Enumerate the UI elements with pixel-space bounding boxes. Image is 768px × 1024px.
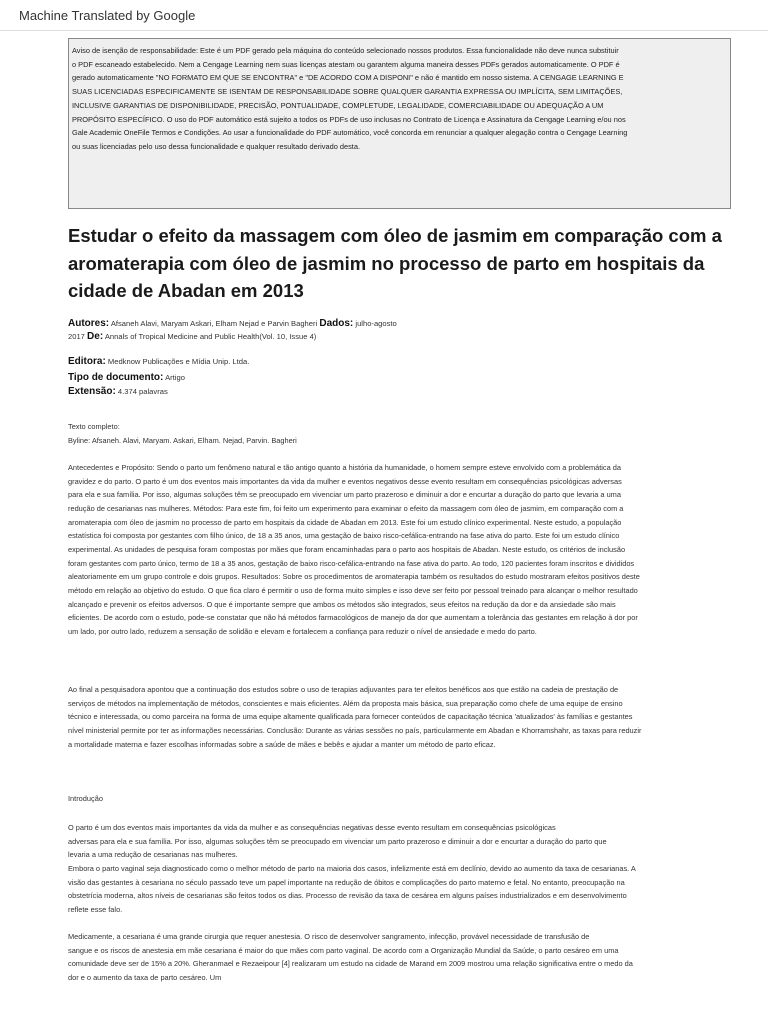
conclusion-paragraph <box>68 683 730 751</box>
fulltext-label: Texto completo: <box>68 422 120 431</box>
text-line: visão das gestantes à cesariana no século passado teve um papel importante na redução de óbitos e complicações do parto materno e fetal. No entanto, preocupação na <box>68 877 625 887</box>
text-line: O parto é um dos eventos mais importantes da vida da mulher e as consequências negativas desse evento resultam em consequências psicológicas <box>68 823 556 832</box>
text-line: a mortalidade materna e fazer escolhas informadas sobre a saúde de mães e bebês e ajudar a manter um método de parto eficaz. <box>68 739 496 749</box>
disclaimer-line: SUAS LICENCIADAS ESPECIFICAMENTE SE ISENTAM DE RESPONSABILIDADE SOBRE QUALQUER GARANTIA EXPRESSA OU IMPLÍCITA, SEM LIMITAÇÕES, <box>72 87 623 97</box>
disclaimer-line: ou suas licenciadas pelo uso dessa funcionalidade e qualquer resultado derivado desta. <box>72 141 361 151</box>
intro-heading: Introdução <box>68 794 103 803</box>
length-label: Extensão: <box>68 386 116 397</box>
doctype-value: Artigo <box>165 373 185 382</box>
disclaimer-line: PROPÓSITO ESPECÍFICO. O uso do PDF automático está sujeito a todos os PDFs de uso inclusas no Contrato de Licença e Assinatura da Cengage Learning e/ou nos <box>72 114 626 124</box>
length-value: 4.374 palavras <box>117 387 168 396</box>
text-line: para ela e sua família. Por isso, algumas soluções têm se preocupado em vivenciar um parto prazeroso e diminuir a dor e encurtar a duração do parto que levaria a uma <box>68 490 621 500</box>
authors-line <box>68 317 728 330</box>
date-label: Dados: <box>319 318 354 329</box>
text-line: serviços de métodos na implementação de métodos, conscientes e mais eficientes. Além da proposta mais básica, sua preparação como chefe de uma equipe de ensino <box>68 698 623 708</box>
disclaimer-line: INCLUSIVE GARANTIAS DE DISPONIBILIDADE, PRECISÃO, PONTUALIDADE, COMPLETUDE, LEGALIDADE, COMERCIABILIDADE OU ADEQUAÇÃO A UM <box>72 100 604 110</box>
text-line: aleatoriamente em um grupo controle e dois grupos. Resultados: Sobre os procedimentos de aromaterapia também os resultados do estudo mostraram efeitos positivos deste <box>68 572 640 582</box>
text-line: eficientes. De acordo com o estudo, pode-se constatar que não há métodos farmacológicos de manejo da dor que aumentam a tolerância das gestantes em relação à dor por <box>68 613 638 623</box>
abstract-paragraph <box>68 461 730 639</box>
article-title: Estudar o efeito da massagem com óleo de jasmim em comparação com a aromaterapia com óleo de jasmim no processo de parto em hospitais da cidade de Abadan em 2013 <box>68 225 722 301</box>
disclaimer-line: Gale Academic OneFile Termos e Condições. Ao usar a funcionalidade do PDF automático, você concorda em renunciar a qualquer alegação contra o Cengage Learning <box>72 128 628 138</box>
text-line: levaria a uma redução de cesarianas nas mulheres. <box>68 850 238 860</box>
text-line: adversas para ela e sua família. Por isso, algumas soluções têm se preocupado em vivenciar um parto prazeroso e diminuir a dor e encurtar a duração do parto que <box>68 836 607 846</box>
disclaimer-line: gerado automaticamente "NO FORMATO EM QUE SE ENCONTRA" e "DE ACORDO COM A DISPONI" e não é mantido em nosso sistema. A CENGAGE LEARNING E <box>72 73 624 83</box>
text-line: nível ministerial permite por ter as informações necessárias. Conclusão: Durante as várias sessões no país, particularmente em Abadan e Khorramshahr, as taxas para reduzir <box>68 725 642 735</box>
text-line: reflete esse falo. <box>68 904 123 914</box>
machine-translated-label: Machine Translated by Google <box>19 7 196 23</box>
publisher-label: Editora: <box>68 356 106 367</box>
medical-paragraph <box>68 930 730 985</box>
text-line: gravidez e do parto. O parto é um dos eventos mais importantes da vida da mulher e eventos negativos desse evento resultam em consequências psicológicas adversas <box>68 476 622 486</box>
translation-banner <box>0 0 768 31</box>
text-line: foram gestantes com parto único, termo de 18 a 35 anos, gestação de baixo risco-cefálica-entrando na fase ativa do parto. Ao todo, 120 pacientes foram inscritos e divididos <box>68 558 635 568</box>
doctype-label: Tipo de documento: <box>68 372 164 383</box>
publisher-value: Medknow Publicações e Mídia Unip. Ltda. <box>107 357 250 366</box>
text-line: redução de cesarianas nas mulheres. Métodos: Para este fim, foi feito um experimento para examinar o efeito da massagem com óleo de jasmim, em comparação com a <box>68 503 624 513</box>
date-year: 2017 <box>68 332 85 341</box>
text-line: sangue e os riscos de anestesia em mãe cesariana é maior do que mães com parto vaginal. De acordo com a Organização Mundial da Saúde, o parto cesáreo em uma <box>68 945 619 955</box>
text-line: Antecedentes e Propósito: Sendo o parto um fenômeno natural e tão antigo quanto a história da humanidade, o homem sempre esteve envolvido com a problemática da <box>68 463 622 472</box>
disclaimer-line: o PDF escaneado estabelecido. Nem a Cengage Learning nem suas licenças atestam ou garantem alguma maneira desses PDFs gerados automaticamente. O PDF é <box>72 59 620 69</box>
text-line: comunidade deve ser de 15% a 20%. Gheranmael e Rezaeipour [4] realizaram um estudo na cidade de Marand em 2009 mostrou uma relação significativa entre o medo da <box>68 959 633 969</box>
from-label: De: <box>87 331 104 342</box>
byline: Byline: Afsaneh. Alavi, Maryam. Askari, Elham. Nejad, Parvin. Bagheri <box>68 436 297 445</box>
source-value: Annals of Tropical Medicine and Public Health(Vol. 10, Issue 4) <box>104 332 317 341</box>
text-line: Embora o parto vaginal seja diagnosticado como o melhor método de parto na maioria dos casos, infelizmente está em declínio, devido ao aumento da taxa de cesarianas. A <box>68 863 636 873</box>
text-line: experimental. As unidades de pesquisa foram compostas por mães que foram encaminhadas para o parto aos hospitais de Abadan. Neste estudo, os critérios de inclusão <box>68 544 626 554</box>
text-line: dor e o aumento da taxa de parto cesáreo. Um <box>68 972 222 982</box>
text-line: Medicamente, a cesariana é uma grande cirurgia que requer anestesia. O risco de desenvolver sangramento, infecção, provável necessidade de transfusão de <box>68 932 590 941</box>
doctype-line <box>68 371 728 384</box>
authors-label: Autores: <box>68 318 110 329</box>
intro-paragraph <box>68 821 730 917</box>
disclaimer-box <box>68 38 731 209</box>
text-line: aromaterapia com óleo de jasmim no processo de parto em hospitais da cidade de Abadan em 2013. Este foi um estudo clínico experimental. Neste estudo, a população <box>68 517 622 527</box>
text-line: Ao final a pesquisadora apontou que a continuação dos estudos sobre o uso de terapias adjuvantes para ter efeitos benéficos aos que estão na cadeia de prestação de <box>68 685 619 694</box>
text-line: método em relação ao objetivo do estudo. O que fica claro é permitir o uso de forma muito simples e isso deve ser feito por pessoal treinado para alcançar o melhor resultado <box>68 585 638 595</box>
length-line <box>68 385 728 398</box>
text-line: obstetrícia moderna, altos níveis de cesarianas são feitos todos os dias. Processo de revisão da taxa de cesárea em alguns países industrializados e em desenvolvimento <box>68 891 627 901</box>
date-value: julho-agosto <box>355 319 397 328</box>
publisher-line <box>68 355 728 368</box>
text-line: estatística foi composta por gestantes com filho único, de 18 a 35 anos, uma gestação de baixo risco-cefálica-entrando na fase ativa do parto. Este foi um estudo clínico <box>68 531 620 541</box>
text-line: alcançado e prevenir os efeitos adversos. O que é importante sempre que ambos os métodos são integrados, seus efeitos na redução da dor e da ansiedade são mais <box>68 599 616 609</box>
authors-value: Afsaneh Alavi, Maryam Askari, Elham Nejad e Parvin Bagheri <box>110 319 318 328</box>
text-line: técnico e interessada, ou como parceira na forma de uma equipe altamente qualificada para fornecer conteúdos de capacitação técnica 'atualizados' às famílias e gestantes <box>68 712 633 722</box>
source-line <box>68 330 728 343</box>
text-line: um lado, por outro lado, reduzem a sensação de solidão e elevam e fortalecem a confiança para reduzir o nível de ansiedade e medo do parto. <box>68 626 537 636</box>
disclaimer-line: Aviso de isenção de responsabilidade: Este é um PDF gerado pela máquina do conteúdo selecionado nossos produtos. Essa funcionalidade não deve nunca substituir <box>72 46 619 55</box>
